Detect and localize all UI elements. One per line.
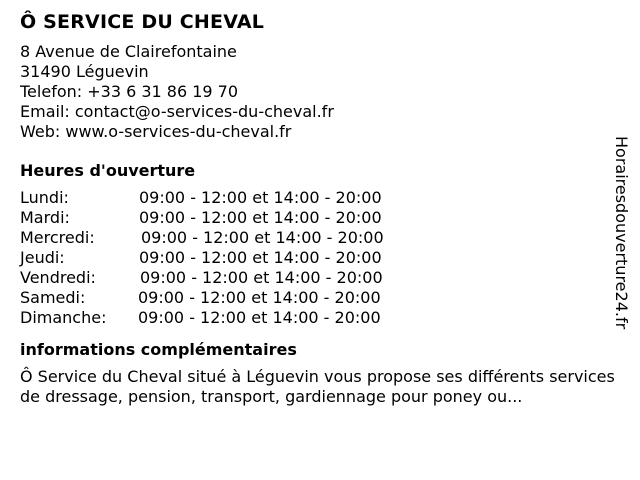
street-address: 8 Avenue de Clairefontaine	[20, 42, 237, 61]
time-range: 09:00 - 12:00 et 14:00 - 20:00	[138, 288, 381, 307]
hours-row-friday	[20, 268, 620, 288]
time-range: 09:00 - 12:00 et 14:00 - 20:00	[141, 228, 384, 247]
day-label: Mardi:	[20, 208, 70, 227]
time-range: 09:00 - 12:00 et 14:00 - 20:00	[140, 268, 383, 287]
phone-number: Telefon: +33 6 31 86 19 70	[20, 82, 239, 101]
day-label: Vendredi:	[20, 268, 96, 287]
day-label: Mercredi:	[20, 228, 95, 247]
website-address: Web: www.o-services-du-cheval.fr	[20, 122, 292, 141]
hours-row-thursday	[20, 248, 620, 268]
time-range: 09:00 - 12:00 et 14:00 - 20:00	[139, 208, 382, 227]
hours-table	[20, 188, 620, 328]
business-name: Ô SERVICE DU CHEVAL	[20, 11, 265, 33]
hours-row-saturday	[20, 288, 620, 308]
time-range: 09:00 - 12:00 et 14:00 - 20:00	[139, 188, 382, 207]
day-label: Lundi:	[20, 188, 69, 207]
hours-heading: Heures d'ouverture	[20, 161, 196, 180]
email-address: Email: contact@o-services-du-cheval.fr	[20, 102, 334, 121]
city-address: 31490 Léguevin	[20, 62, 149, 81]
hours-row-tuesday	[20, 208, 620, 228]
day-label: Jeudi:	[20, 248, 65, 267]
hours-row-wednesday	[20, 228, 620, 248]
time-range: 09:00 - 12:00 et 14:00 - 20:00	[139, 248, 382, 267]
contact-block	[20, 42, 620, 142]
hours-row-sunday	[20, 308, 620, 328]
info-description: Ô Service du Cheval situé à Léguevin vous propose ses différents services de dressage, pension, transport, gardiennage pour poney ou...	[20, 367, 615, 406]
time-range: 09:00 - 12:00 et 14:00 - 20:00	[138, 308, 381, 327]
hours-row-monday	[20, 188, 620, 208]
business-card	[20, 9, 620, 407]
info-heading: informations complémentaires	[20, 340, 297, 359]
day-label: Dimanche:	[20, 308, 107, 327]
day-label: Samedi:	[20, 288, 86, 307]
site-watermark: Horairesdouverture24.fr	[612, 136, 631, 330]
